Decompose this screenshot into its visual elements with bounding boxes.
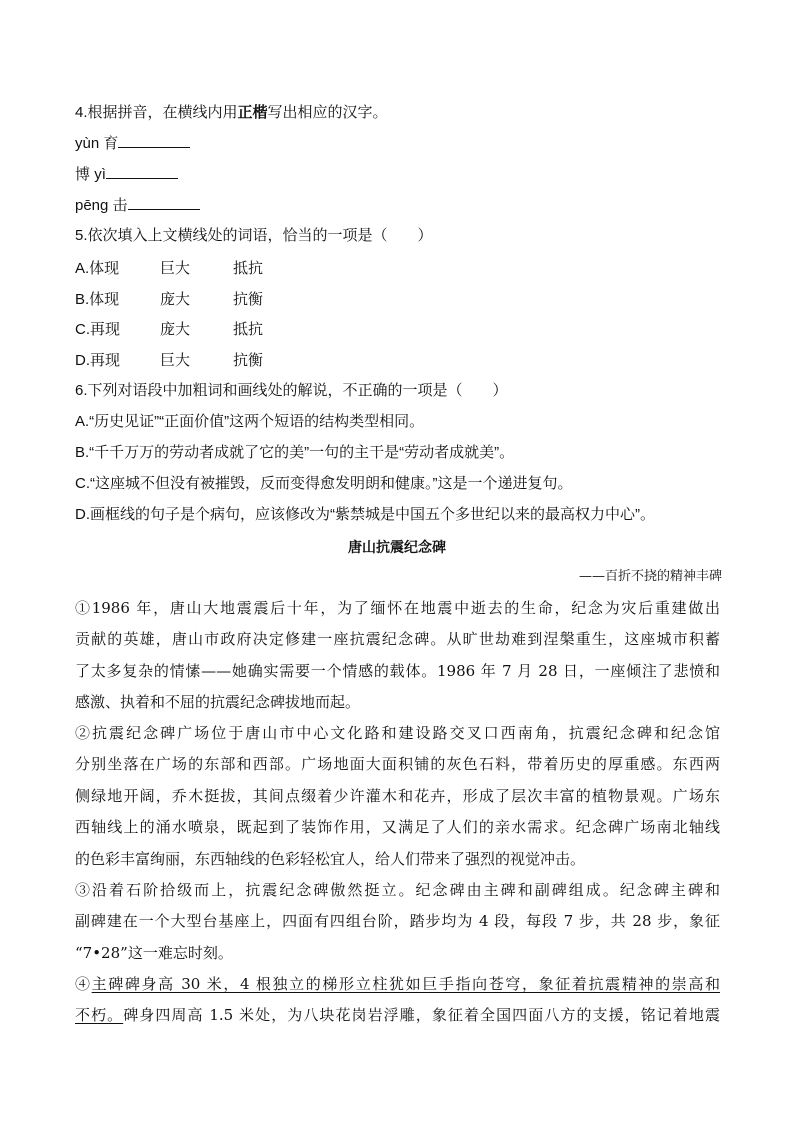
exam-page: 4.根据拼音，在横线内用正楷写出相应的汉字。 yùn 育 博 yì pēng 击 5.依次填入上文横线处的词语，恰当的一项是（ ） A.体现 巨大 抵抗 B.体现 庞大 抗衡 C.再现 庞大 抵抗 D.再现 巨大 抗衡 6.下列对语段中加粗词和画线处的解说，不正确的一项是（ ） A.“历史见证”“正面价值”这两个短语的结构类型相同。 B.“千千万万的劳动者成就了它的美”一句的主干是“劳动者成就美”。 C.“这座城不但没有被摧毁，反而变得愈发明朗和健康。”这是一个递进复句。 D.画框线的句子是个病句，应该修改为“紫禁城是中国五个多世纪以来的最高权力中心”。 唐山抗震纪念碑 ——百折不挠的精神丰碑 ①1986 年，唐山大地震震后十年，为了缅怀在地震中逝去的生命，纪念为灾后重建做出 贡献的英雄，唐山市政府决定修建一座抗震纪念碑。从旷世劫难到涅槃重生，这座城市积蓄 了太多复杂的情愫——她确实需要一个情感的载体。1986 年 7 月 28 日，一座倾注了悲愤和 感激、执着和不屈的抗震纪念碑拔地而起。 ②抗震纪念碑广场位于唐山市中心文化路和建设路交叉口西南角，抗震纪念碑和纪念馆 分别坐落在广场的东部和西部。广场地面大面积铺的灰色石料，带着历史的厚重感。东西两 侧绿地开阔，乔木挺拔，其间点缀着少许灌木和花卉，形成了层次丰富的植物景观。广场东 西轴线上的涌水喷泉，既起到了装饰作用，又满足了人们的亲水需求。纪念碑广场南北轴线 的色彩丰富绚丽，东西轴线的色彩轻松宜人，给人们带来了强烈的视觉冲击。 ③沿着石阶拾级而上，抗震纪念碑傲然挺立。纪念碑由主碑和副碑组成。纪念碑主碑和 副碑建在一个大型台基座上，四面有四组台阶，踏步均为 4 段，每段 7 步，共 28 步，象征 “7•28”这一难忘时刻。 ④主碑碑身高 30 米，4 根独立的梯形立柱犹如巨手指向苍穹，象征着抗震精神的崇高和 不朽。碑身四周高 1.5 米处，为八块花岗岩浮雕，象征着全国四面八方的支援，铭记着地震: [0, 0, 794, 1124]
underlined-sentence-end: 不朽。: [75, 1006, 124, 1025]
passage-subtitle: ——百折不挠的精神丰碑: [578, 569, 722, 584]
passage-title: 唐山抗震纪念碑: [348, 540, 446, 556]
q4-bold-word: 正楷: [237, 104, 268, 121]
q4-stem: 4.根据拼音，在横线内用正楷写出相应的汉字。: [75, 104, 388, 121]
q5-stem: 5.依次填入上文横线处的词语，恰当的一项是（ ）: [75, 227, 433, 244]
q6-stem: 6.下列对语段中加粗词和画线处的解说，不正确的一项是（ ）: [75, 382, 508, 399]
q4-item-2: 博 yì: [75, 163, 178, 184]
q4-item-3: pēng 击: [75, 194, 200, 215]
answer-blank[interactable]: [106, 164, 178, 179]
q6-option-c[interactable]: C.“这座城不但没有被摧毁，反而变得愈发明朗和健康。”这是一个递进复句。: [75, 475, 573, 492]
q4-item-1: yùn 育: [75, 132, 190, 153]
passage-paragraph-3: ③沿着石阶拾级而上，抗震纪念碑傲然挺立。纪念碑由主碑和副碑组成。纪念碑主碑和 副碑建在一个大型台基座上，四面有四组台阶，踏步均为 4 段，每段 7 步，共 28 步，象征 “7•28”这一难忘时刻。: [75, 881, 720, 962]
q6-option-a[interactable]: A.“历史见证”“正面价值”这两个短语的结构类型相同。: [75, 413, 425, 430]
q6-option-b[interactable]: B.“千千万万的劳动者成就了它的美”一句的主干是“劳动者成就美”。: [75, 444, 515, 461]
answer-blank[interactable]: [128, 195, 200, 210]
answer-blank[interactable]: [118, 133, 190, 148]
passage-paragraph-4: ④主碑碑身高 30 米，4 根独立的梯形立柱犹如巨手指向苍穹，象征着抗震精神的崇高和 不朽。碑身四周高 1.5 米处，为八块花岗岩浮雕，象征着全国四面八方的支援，铭记着地震: [75, 975, 720, 1025]
passage-paragraph-2: ②抗震纪念碑广场位于唐山市中心文化路和建设路交叉口西南角，抗震纪念碑和纪念馆 分别坐落在广场的东部和西部。广场地面大面积铺的灰色石料，带着历史的厚重感。东西两 侧绿地开阔，乔木挺拔，其间点缀着少许灌木和花卉，形成了层次丰富的植物景观。广场东 西轴线上的涌水喷泉，既起到了装饰作用，又满足了人们的亲水需求。纪念碑广场南北轴线 的色彩丰富绚丽，东西轴线的色彩轻松宜人，给人们带来了强烈的视觉冲击。: [75, 724, 720, 868]
underlined-sentence: 主碑碑身高 30 米，4 根独立的梯形立柱犹如巨手指向苍穹，象征着抗震精神的崇高和: [91, 975, 720, 993]
q6-option-d[interactable]: D.画框线的句子是个病句，应该修改为“紫禁城是中国五个多世纪以来的最高权力中心”。: [75, 506, 655, 523]
passage-paragraph-1: ①1986 年，唐山大地震震后十年，为了缅怀在地震中逝去的生命，纪念为灾后重建做出 贡献的英雄，唐山市政府决定修建一座抗震纪念碑。从旷世劫难到涅槃重生，这座城市积蓄 了太多复杂的情愫——她确实需要一个情感的载体。1986 年 7 月 28 日，一座倾注了悲愤和 感激、执着和不屈的抗震纪念碑拔地而起。: [75, 599, 720, 712]
